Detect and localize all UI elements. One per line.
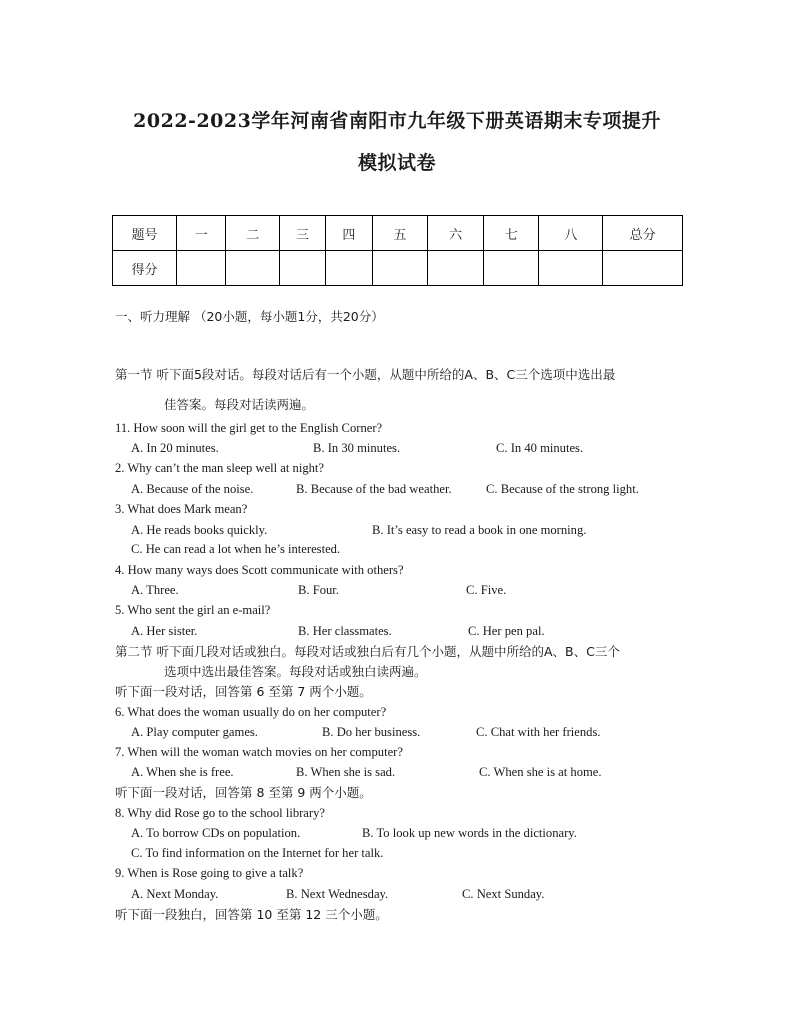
option-a[interactable]: A. In 20 minutes. — [131, 441, 219, 455]
score-entry-cell[interactable] — [603, 251, 683, 286]
option-b[interactable]: B. Do her business. — [322, 725, 421, 739]
option-c[interactable]: C. Chat with her friends. — [476, 725, 601, 739]
table-cell: 题号 — [113, 216, 177, 251]
table-cell: 四 — [325, 216, 372, 251]
score-entry-cell[interactable] — [325, 251, 372, 286]
part2-instructions-line2: 选项中选出最佳答案。每段对话或独白读两遍。 — [164, 664, 427, 679]
option-a[interactable]: A. When she is free. — [131, 765, 234, 779]
exam-title-line1: 2022-2023学年河南省南阳市九年级下册英语期末专项提升 — [133, 110, 661, 132]
option-c[interactable]: C. Five. — [466, 583, 507, 597]
question-4: 4. How many ways does Scott communicate with others? — [115, 563, 404, 577]
question-11: 11. How soon will the girl get to the English Corner? — [115, 421, 383, 435]
option-a[interactable]: A. Her sister. — [131, 624, 198, 638]
table-cell: 八 — [539, 216, 603, 251]
option-a[interactable]: A. He reads books quickly. — [131, 523, 268, 537]
question-5: 5. Who sent the girl an e-mail? — [115, 603, 271, 617]
question-2: 2. Why can’t the man sleep well at night? — [115, 461, 325, 475]
part1-instructions-line2: 佳答案。每段对话读两遍。 — [164, 397, 315, 412]
option-a[interactable]: A. To borrow CDs on population. — [131, 826, 301, 840]
part1-instructions-line1: 第一节 听下面5段对话。每段对话后有一个小题，从题中所给的A、B、C三个选项中选出最 — [115, 367, 616, 382]
monologue-instruction: 听下面一段独白，回答第 10 至第 12 三个小题。 — [115, 907, 388, 922]
option-a[interactable]: A. Next Monday. — [131, 887, 219, 901]
question-9: 9. When is Rose going to give a talk? — [115, 866, 304, 880]
exam-title-line2: 模拟试卷 — [357, 152, 436, 174]
question-7: 7. When will the woman watch movies on her computer? — [115, 745, 403, 759]
table-cell: 五 — [373, 216, 428, 251]
option-a[interactable]: A. Because of the noise. — [131, 482, 254, 496]
table-cell: 二 — [226, 216, 280, 251]
option-c[interactable]: C. Because of the strong light. — [486, 482, 639, 496]
option-b[interactable]: B. It’s easy to read a book in one morning. — [372, 523, 587, 537]
option-a[interactable]: A. Three. — [131, 583, 179, 597]
score-entry-cell[interactable] — [226, 251, 280, 286]
score-entry-cell[interactable] — [428, 251, 484, 286]
option-b[interactable]: B. To look up new words in the dictionary. — [362, 826, 577, 840]
table-cell: 总分 — [603, 216, 683, 251]
question-6: 6. What does the woman usually do on her computer? — [115, 705, 387, 719]
option-b[interactable]: B. Four. — [298, 583, 339, 597]
score-entry-cell[interactable] — [539, 251, 603, 286]
table-cell: 三 — [280, 216, 325, 251]
option-c[interactable]: C. When she is at home. — [479, 765, 602, 779]
question-3: 3. What does Mark mean? — [115, 502, 248, 516]
option-b[interactable]: B. Her classmates. — [298, 624, 392, 638]
score-table-header-row — [113, 216, 683, 251]
table-cell: 七 — [484, 216, 539, 251]
option-c[interactable]: C. He can read a lot when he’s interested. — [131, 542, 341, 556]
score-table-score-row — [113, 251, 683, 286]
option-b[interactable]: B. Because of the bad weather. — [296, 482, 452, 496]
option-b[interactable]: B. Next Wednesday. — [286, 887, 389, 901]
dialogue-instruction: 听下面一段对话，回答第 6 至第 7 两个小题。 — [115, 684, 372, 699]
score-table — [112, 215, 683, 286]
dialogue-instruction: 听下面一段对话，回答第 8 至第 9 两个小题。 — [115, 785, 372, 800]
option-c[interactable]: C. Her pen pal. — [468, 624, 545, 638]
section-heading: 一、听力理解 （20小题，每小题1分，共20分） — [115, 309, 384, 324]
part2-instructions-line1: 第二节 听下面几段对话或独白。每段对话或独白后有几个小题，从题中所给的A、B、C三个 — [115, 644, 620, 659]
option-b[interactable]: B. When she is sad. — [296, 765, 396, 779]
question-8: 8. Why did Rose go to the school library? — [115, 806, 325, 820]
score-entry-cell[interactable] — [280, 251, 325, 286]
option-c[interactable]: C. In 40 minutes. — [496, 441, 584, 455]
table-cell: 得分 — [113, 251, 177, 286]
option-c[interactable]: C. Next Sunday. — [462, 887, 545, 901]
score-entry-cell[interactable] — [176, 251, 225, 286]
score-entry-cell[interactable] — [484, 251, 539, 286]
option-c[interactable]: C. To find information on the Internet for her talk. — [131, 846, 384, 860]
table-cell: 一 — [176, 216, 225, 251]
option-b[interactable]: B. In 30 minutes. — [313, 441, 401, 455]
score-entry-cell[interactable] — [373, 251, 428, 286]
table-cell: 六 — [428, 216, 484, 251]
option-a[interactable]: A. Play computer games. — [131, 725, 258, 739]
